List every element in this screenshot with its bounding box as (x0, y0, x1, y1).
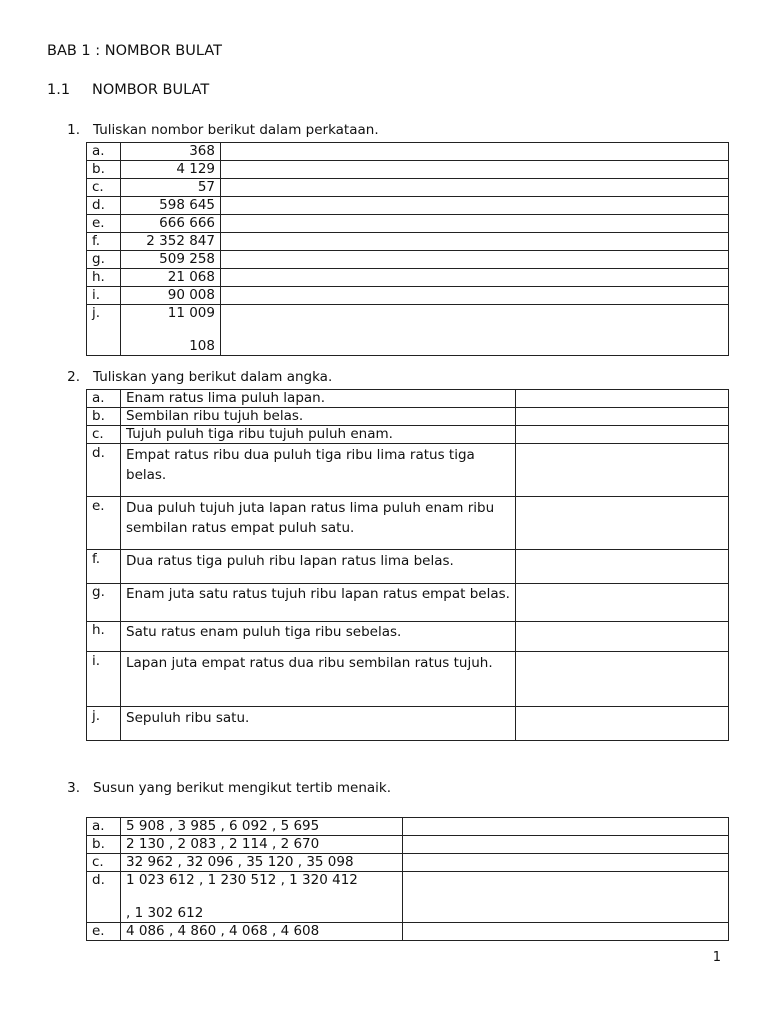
words-cell: Enam juta satu ratus tujuh ribu lapan ratus empat belas. (121, 584, 516, 622)
row-label: b. (87, 836, 121, 854)
numbers-line: 1 023 612 , 1 230 512 , 1 320 412 (126, 872, 358, 888)
words-cell: Tujuh puluh tiga ribu tujuh puluh enam. (121, 426, 516, 444)
row-label: g. (87, 251, 121, 269)
row-label: e. (87, 923, 121, 941)
answer-cell[interactable] (403, 854, 729, 872)
question-number: 2. (67, 369, 80, 385)
row-label: h. (87, 622, 121, 652)
table-row (87, 854, 729, 872)
table-row (87, 622, 729, 652)
table-row (87, 584, 729, 622)
row-label: f. (87, 550, 121, 584)
table-row (87, 836, 729, 854)
number-cell: 509 258 (121, 251, 221, 269)
row-label: c. (87, 179, 121, 197)
words-cell: Dua puluh tujuh juta lapan ratus lima puluh enam ribu sembilan ratus empat puluh satu. (121, 497, 516, 550)
answer-cell[interactable] (221, 197, 729, 215)
words-cell: Satu ratus enam puluh tiga ribu sebelas. (121, 622, 516, 652)
q1-table (86, 142, 729, 356)
table-row (87, 161, 729, 179)
row-label: g. (87, 584, 121, 622)
table-row (87, 287, 729, 305)
numbers-cell: 2 130 , 2 083 , 2 114 , 2 670 (121, 836, 403, 854)
table-row (87, 707, 729, 741)
answer-cell[interactable] (516, 550, 729, 584)
table-row (87, 426, 729, 444)
answer-cell[interactable] (403, 836, 729, 854)
table-row (87, 872, 729, 923)
section-number: 1.1 (47, 82, 71, 98)
words-cell: Sepuluh ribu satu. (121, 707, 516, 741)
row-label: a. (87, 143, 121, 161)
table-row (87, 408, 729, 426)
row-label: e. (87, 497, 121, 550)
row-label: h. (87, 269, 121, 287)
chapter-title: BAB 1 : NOMBOR BULAT (47, 43, 222, 59)
table-row (87, 143, 729, 161)
answer-cell[interactable] (516, 444, 729, 497)
answer-cell[interactable] (221, 305, 729, 356)
numbers-cell: 32 962 , 32 096 , 35 120 , 35 098 (121, 854, 403, 872)
answer-cell[interactable] (221, 269, 729, 287)
answer-cell[interactable] (516, 622, 729, 652)
table-row (87, 550, 729, 584)
row-label: d. (87, 444, 121, 497)
table-row (87, 197, 729, 215)
table-row (87, 251, 729, 269)
page-number: 1 (712, 950, 721, 965)
table-row (87, 269, 729, 287)
words-cell: Empat ratus ribu dua puluh tiga ribu lima ratus tiga belas. (121, 444, 516, 497)
table-row (87, 305, 729, 356)
row-label: b. (87, 161, 121, 179)
number-cell: 2 352 847 (121, 233, 221, 251)
table-row (87, 923, 729, 941)
answer-cell[interactable] (516, 652, 729, 707)
number-cell (121, 305, 221, 356)
row-label: d. (87, 197, 121, 215)
numbers-cell: 5 908 , 3 985 , 6 092 , 5 695 (121, 818, 403, 836)
row-label: b. (87, 408, 121, 426)
table-row (87, 444, 729, 497)
number-value-continued: 108 (189, 338, 215, 354)
row-label: a. (87, 390, 121, 408)
question-number: 1. (67, 122, 80, 138)
question-instruction: Tuliskan yang berikut dalam angka. (93, 369, 333, 385)
answer-cell[interactable] (221, 161, 729, 179)
answer-cell[interactable] (221, 233, 729, 251)
answer-cell[interactable] (516, 390, 729, 408)
number-cell: 368 (121, 143, 221, 161)
row-label: d. (87, 872, 121, 923)
answer-cell[interactable] (403, 818, 729, 836)
row-label: a. (87, 818, 121, 836)
answer-cell[interactable] (221, 143, 729, 161)
words-cell: Sembilan ribu tujuh belas. (121, 408, 516, 426)
table-row (87, 818, 729, 836)
table-row (87, 652, 729, 707)
q2-table (86, 389, 729, 741)
answer-cell[interactable] (403, 923, 729, 941)
answer-cell[interactable] (516, 707, 729, 741)
table-row (87, 233, 729, 251)
words-cell: Enam ratus lima puluh lapan. (121, 390, 516, 408)
number-cell: 4 129 (121, 161, 221, 179)
question-number: 3. (67, 780, 80, 796)
number-cell: 90 008 (121, 287, 221, 305)
number-value: 11 009 (167, 305, 215, 321)
answer-cell[interactable] (516, 584, 729, 622)
row-label: j. (87, 305, 121, 356)
table-row (87, 390, 729, 408)
question-instruction: Susun yang berikut mengikut tertib menaik. (93, 780, 392, 796)
q3-table (86, 817, 729, 941)
answer-cell[interactable] (516, 426, 729, 444)
words-cell: Lapan juta empat ratus dua ribu sembilan ratus tujuh. (121, 652, 516, 707)
number-cell: 598 645 (121, 197, 221, 215)
number-cell: 57 (121, 179, 221, 197)
answer-cell[interactable] (221, 287, 729, 305)
answer-cell[interactable] (516, 408, 729, 426)
table-row (87, 179, 729, 197)
words-cell: Dua ratus tiga puluh ribu lapan ratus lima belas. (121, 550, 516, 584)
answer-cell[interactable] (516, 497, 729, 550)
answer-cell[interactable] (221, 215, 729, 233)
row-label: e. (87, 215, 121, 233)
section-title: NOMBOR BULAT (92, 82, 210, 98)
answer-cell[interactable] (221, 251, 729, 269)
row-label: i. (87, 652, 121, 707)
answer-cell[interactable] (221, 179, 729, 197)
numbers-line-continued: , 1 302 612 (126, 905, 204, 921)
numbers-cell: 4 086 , 4 860 , 4 068 , 4 608 (121, 923, 403, 941)
row-label: j. (87, 707, 121, 741)
numbers-cell (121, 872, 403, 923)
answer-cell[interactable] (403, 872, 729, 923)
row-label: c. (87, 426, 121, 444)
table-row (87, 497, 729, 550)
row-label: c. (87, 854, 121, 872)
number-cell: 21 068 (121, 269, 221, 287)
question-instruction: Tuliskan nombor berikut dalam perkataan. (93, 122, 379, 138)
table-row (87, 215, 729, 233)
row-label: i. (87, 287, 121, 305)
number-cell: 666 666 (121, 215, 221, 233)
row-label: f. (87, 233, 121, 251)
